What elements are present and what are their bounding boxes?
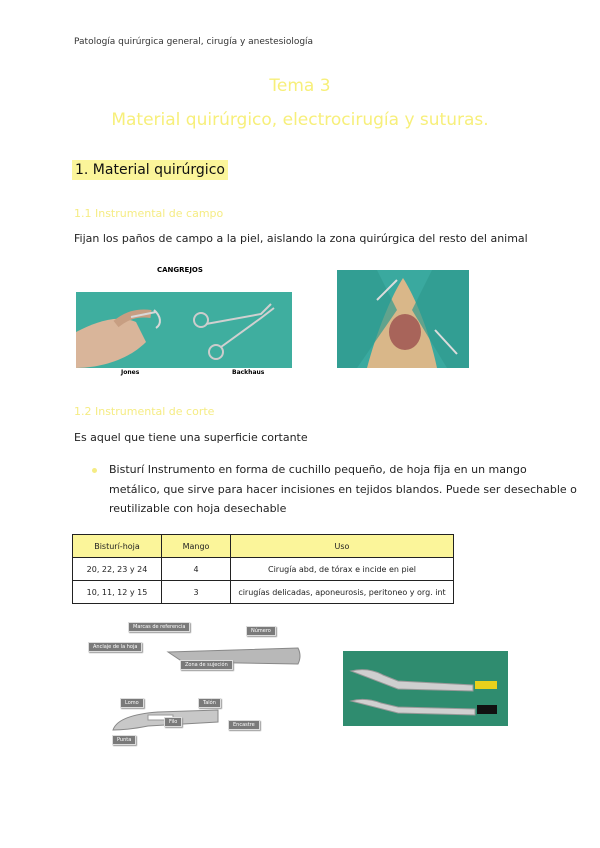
table-cell: 20, 22, 23 y 24 <box>73 558 162 581</box>
corte-description: Es aquel que tiene una superficie cortante <box>74 431 308 444</box>
table-header-row <box>73 535 454 558</box>
scalpel-table <box>72 534 454 604</box>
bisturi-line-1: Bisturí Instrumento en forma de cuchillo pequeño, de hoja fija en un mango <box>109 463 527 476</box>
label-encastre: Encastre <box>228 720 260 730</box>
figure-title: CANGREJOS <box>157 266 203 274</box>
label-talon: Talón <box>198 698 221 708</box>
subsection-heading-corte: 1.2 Instrumental de corte <box>74 405 215 418</box>
label-punta: Punta <box>112 735 136 745</box>
table-cell: 3 <box>162 581 231 604</box>
label-numero: Número <box>246 626 276 636</box>
label-anclaje: Anclaje de la hoja <box>88 642 142 652</box>
section-heading-material: 1. Material quirúrgico <box>72 160 228 180</box>
subsection-heading-campo: 1.1 Instrumental de campo <box>74 207 224 220</box>
table-header: Bisturí-hoja <box>73 535 162 558</box>
table-header: Uso <box>231 535 454 558</box>
label-sujecion: Zona de sujeción <box>180 660 233 670</box>
label-marcas: Marcas de referencia <box>128 622 190 632</box>
table-cell: Cirugía abd, de tórax e incide en piel <box>231 558 454 581</box>
towel-clamps-photo <box>76 292 292 368</box>
table-cell: 4 <box>162 558 231 581</box>
caption-jones: Jones <box>121 369 140 376</box>
table-row <box>73 558 454 581</box>
bisturi-line-3: reutilizable con hoja desechable <box>109 502 287 515</box>
table-cell: cirugías delicadas, aponeurosis, peritoneo y org. int <box>231 581 454 604</box>
tema-title: Material quirúrgico, electrocirugía y suturas. <box>111 110 489 130</box>
campo-description: Fijan los paños de campo a la piel, aislando la zona quirúrgica del resto del animal <box>74 232 528 245</box>
caption-backhaus: Backhaus <box>232 369 265 376</box>
label-filo: Filo <box>164 717 182 727</box>
table-cell: 10, 11, 12 y 15 <box>73 581 162 604</box>
tema-number: Tema 3 <box>269 76 331 96</box>
surgical-field-photo <box>337 270 469 368</box>
table-header: Mango <box>162 535 231 558</box>
label-lomo: Lomo <box>120 698 144 708</box>
scalpels-photo <box>343 651 508 726</box>
scalpel-parts-diagram <box>88 620 308 750</box>
table-row <box>73 581 454 604</box>
bisturi-line-2: metálico, que sirve para hacer incisiones en tejidos blandos. Puede ser desechable o <box>109 483 577 496</box>
bullet-icon <box>92 468 97 473</box>
running-header: Patología quirúrgica general, cirugía y anestesiología <box>74 37 314 47</box>
